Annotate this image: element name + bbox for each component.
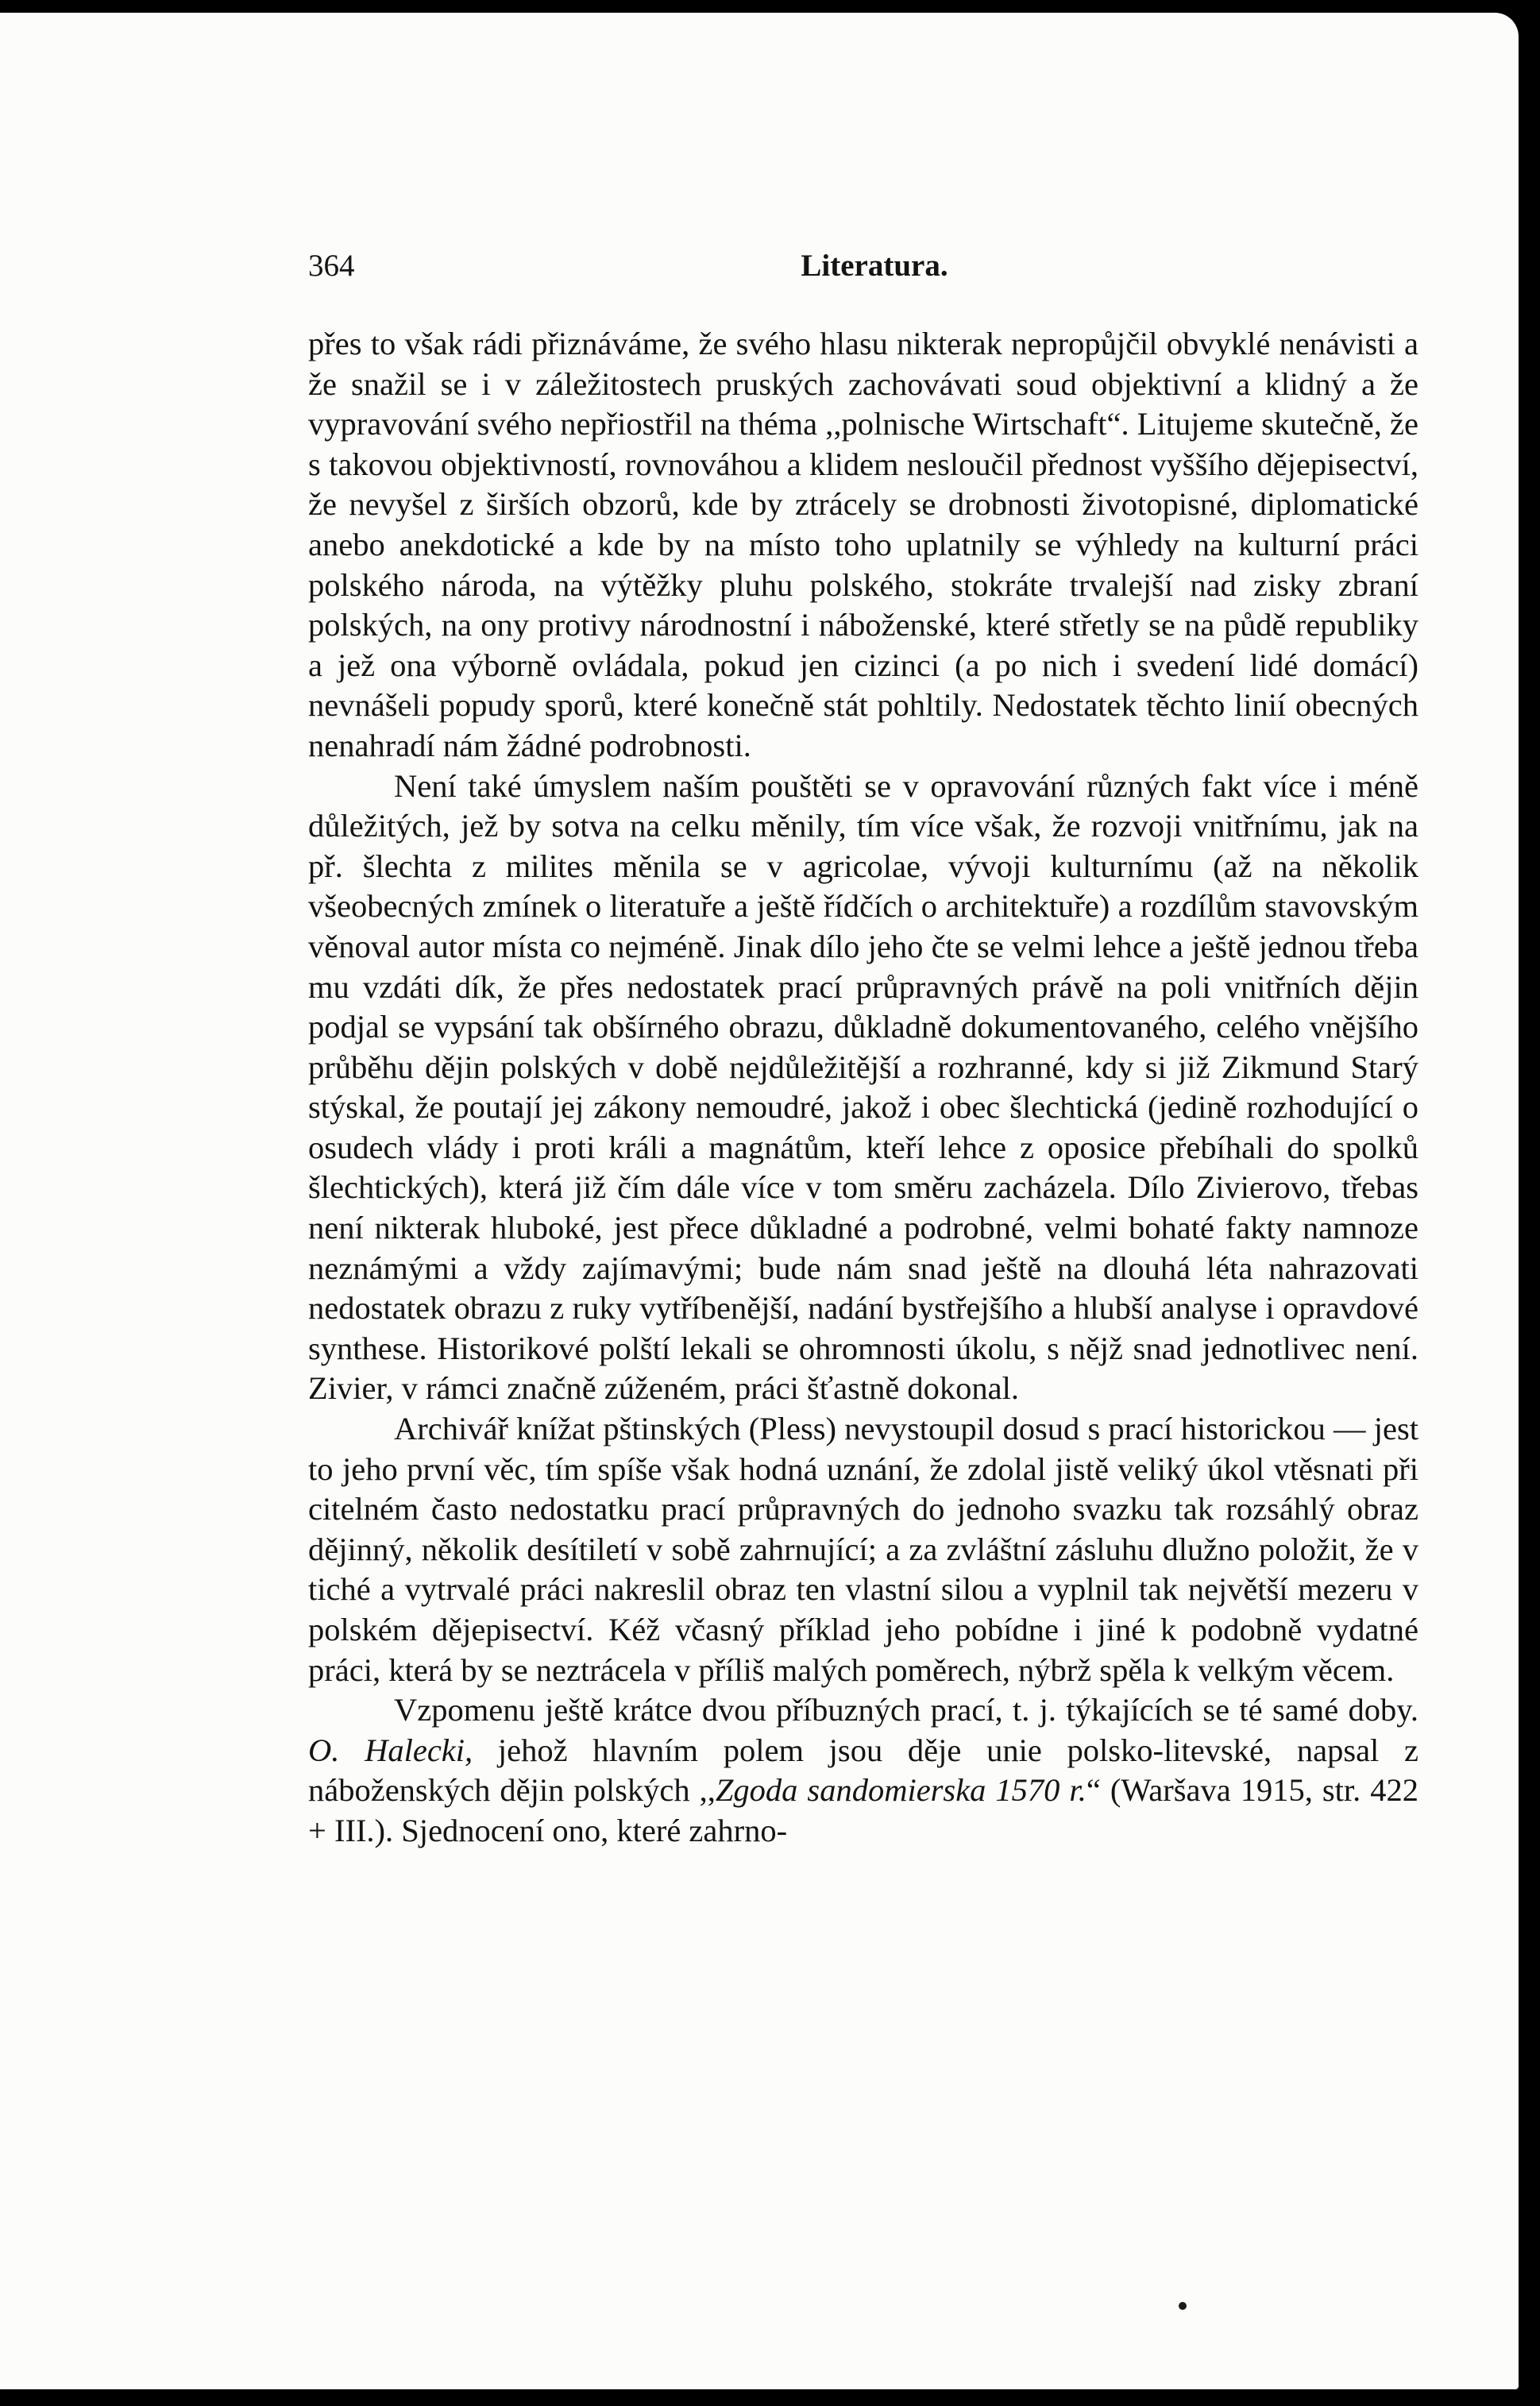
paragraph-4 — [308, 1690, 1418, 1851]
running-title: Literatura. — [801, 249, 948, 283]
page-number: 364 — [308, 249, 355, 283]
paragraph-4-end: “ (Waršava 1915, str. 422 + III.). Sjednocení ono, které zahrno- — [308, 1772, 1419, 1848]
author-name: O. Halecki, — [308, 1732, 473, 1768]
running-head — [308, 248, 1418, 288]
paragraph-4-start: Vzpomenu ještě krátce dvou příbuzných prací, t. j. týkajících se té samé doby. — [394, 1692, 1418, 1728]
paragraph-3: Archivář knížat pštinských (Pless) nevystoupil dosud s prací historickou — jest to jeho první věc, tím spíše však hodná uznání, že zdolal jistě veliký úkol vtěsnati při citelném často nedostatku prací průpravných do jednoho svazku tak rozsáhlý obraz dějinný, několik desítiletí v sobě zahrnující; a za zvláštní zásluhu dlužno položit, že v tiché a vytrvalé práci nakreslil obraz ten vlastní silou a vyplnil tak největší mezeru v polském dějepisectví. Kéž včasný příklad jeho pobídne i jiné k podobně vydatné práci, která by se neztrácela v příliš malých poměrech, nýbrž spěla k velkým věcem. — [308, 1411, 1418, 1688]
cited-title: Zgoda sandomierska 1570 r. — [715, 1772, 1086, 1809]
paragraph-2: Není také úmyslem naším pouštěti se v opravování různých fakt více i méně důležitých, jež by sotva na celku měnily, tím více však, že rozvoji vnitřnímu, jak na př. šlechta z milites měnila se v agricolae, vývoji kulturnímu (až na několik všeobecných zmínek o literatuře a ještě řídčích o architektuře) a rozdílům stavovským věnoval autor místa co nejméně. Jinak dílo jeho čte se velmi lehce a ještě jednou třeba mu vzdáti dík, že přes nedostatek prací průpravných právě na poli vnitřních dějin podjal se vypsání tak obšírného obrazu, důkladně dokumentovaného, celého vnějšího průběhu dějin polských v době nejdůležitější a rozhranné, kdy si již Zikmund Starý stýskal, že poutají jej zákony nemoudré, jakož i obec šlechtická (jedině rozhodující o osudech vlády i proti králi a magnátům, kteří lehce z oposice přebíhali do spolků šlechtických), která již čím dále více v tom směru zacházela. Dílo Zivierovo, třebas není nikterak hluboké, jest přece důkladné a podrobné, velmi bohaté fakty namnoze neznámými a vždy zajímavými; bude nám snad ještě na dlouhá léta nahrazovati nedostatek obrazu z ruky vytříbenější, nadání bystřejšího a hlubší analyse i opravdové synthese. Historikové polští lekali se ohromnosti úkolu, s nějž snad jednotlivec není. Zivier, v rámci značně zúženém, práci šťastně dokonal. — [308, 767, 1418, 1407]
paragraph-1: přes to však rádi přiznáváme, že svého hlasu nikterak nepropůjčil obvyklé nenávisti a že snažil se i v záležitostech pruských zachovávati soud objektivní a klidný a že vypravování svého nepřiostřil na théma ,,polnische Wirtschaft“. Litujeme skutečně, že s takovou objektivností, rovnováhou a klidem nesloučil přednost vyššího dějepisectví, že nevyšel z širších obzorů, kde by ztrácely se drobnosti životopisné, diplomatické anebo anekdotické a kde by na místo toho uplatnily se výhledy na kulturní práci polského národa, na výtěžky pluhu polského, stokráte trvalejší nad zisky zbraní polských, na ony protivy národnostní i náboženské, které střetly se na půdě republiky a jež ona výborně ovládala, pokud jen cizinci (a po nich i svedení lidé domácí) nevnášeli popudy sporů, které konečně stát pohltily. Nedostatek těchto linií obecných nenahradí nám žádné podrobnosti. — [308, 326, 1418, 763]
body-text — [308, 324, 1418, 1852]
print-speck — [1179, 2302, 1187, 2310]
paragraph-4-middle: jehož hlavním polem jsou děje unie polsko-litevské, napsal z náboženských dějin polských ,, — [308, 1732, 1418, 1809]
